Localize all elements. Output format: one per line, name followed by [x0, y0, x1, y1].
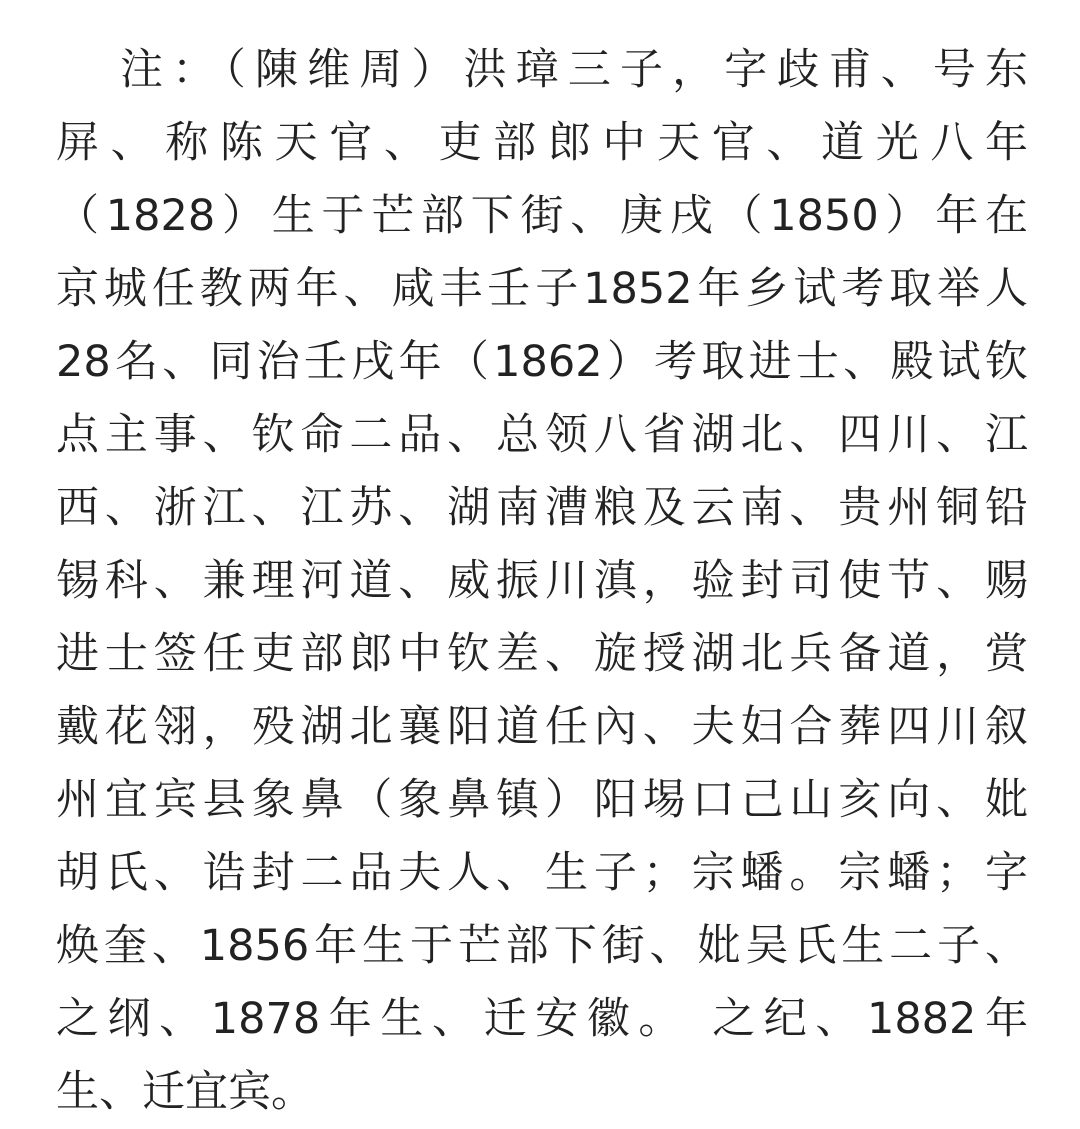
- text-line: 点主事、钦命二品、总领八省湖北、四川、江: [56, 410, 1028, 460]
- annotation-text-block: [56, 34, 1028, 1129]
- text-line: 锡科、兼理河道、威振川滇，验封司使节、赐: [56, 556, 1028, 606]
- text-line: 生、迁宜宾。: [56, 1067, 314, 1117]
- text-line: 戴花翎，殁湖北襄阳道任內、夫妇合葬四川叙: [56, 702, 1028, 752]
- text-line: 焕奎、1856年生于芒部下街、妣吴氏生二子、: [56, 921, 1028, 971]
- text-line: （1828）生于芒部下街、庚戌（1850）年在: [56, 191, 1028, 241]
- text-line: 西、浙江、江苏、湖南漕粮及云南、贵州铜铅: [56, 483, 1028, 533]
- text-line: 进士签任吏部郎中钦差、旋授湖北兵备道，赏: [56, 629, 1028, 679]
- text-line: 州宜宾县象鼻（象鼻镇）阳埸口己山亥向、妣: [56, 775, 1028, 825]
- text-line: 之纲、1878年生、迁安徽。 之纪、1882年: [56, 994, 1028, 1044]
- text-line: 28名、同治壬戌年（1862）考取进士、殿试钦: [56, 337, 1028, 387]
- text-line: 屏、称陈天官、吏部郎中天官、道光八年: [56, 118, 1028, 168]
- text-line: 胡氏、诰封二品夫人、生子；宗蟠。宗蟠；字: [56, 848, 1028, 898]
- text-line: 注：（陳维周）洪璋三子，字歧甫、号东: [120, 45, 1028, 95]
- text-line: 京城任教两年、咸丰壬子1852年乡试考取举人: [56, 264, 1028, 314]
